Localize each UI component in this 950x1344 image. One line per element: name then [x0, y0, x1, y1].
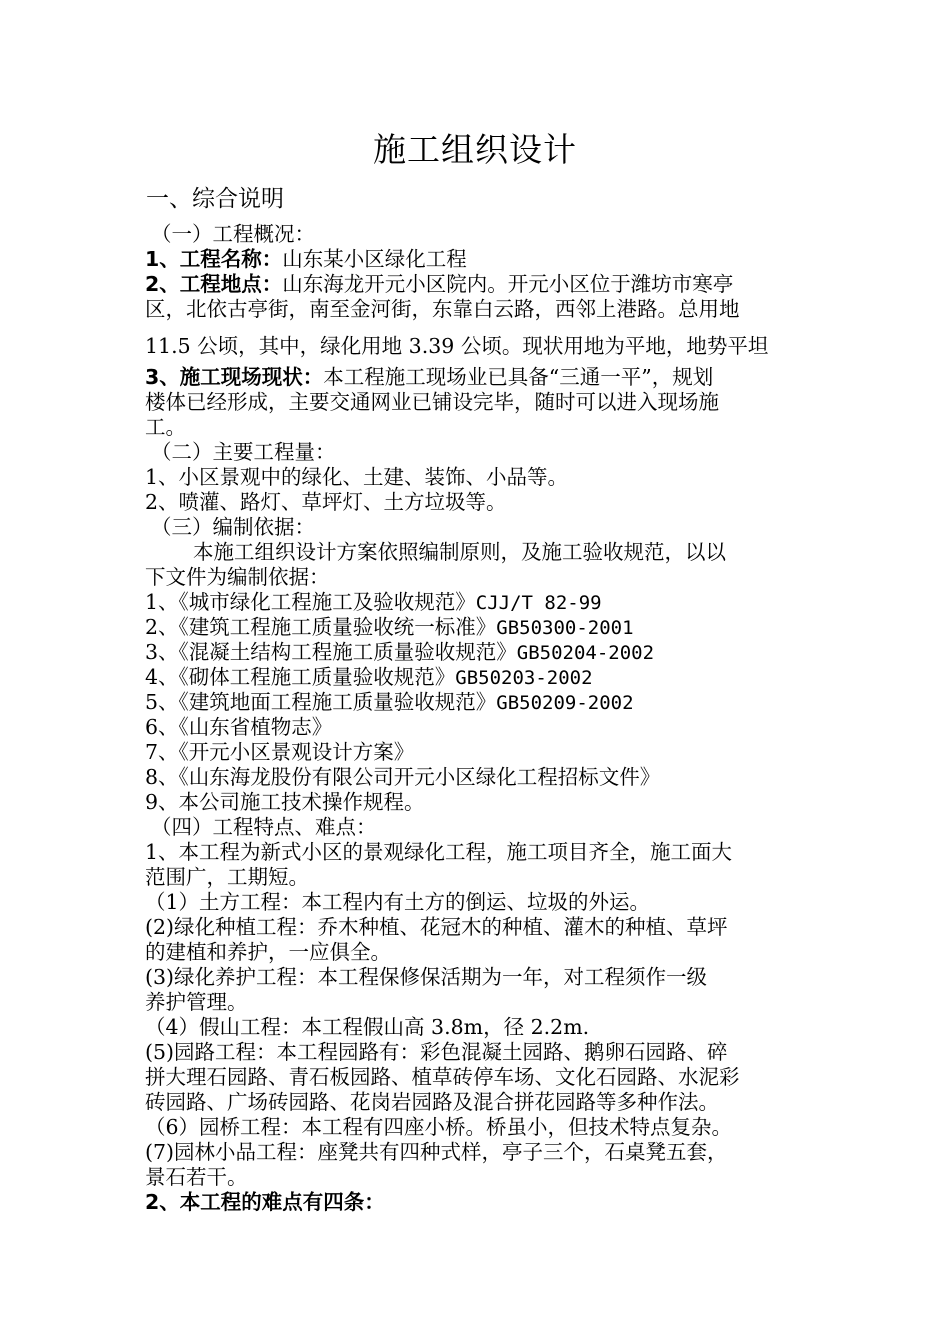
- reference-number: 1、: [145, 590, 179, 614]
- reference-title: 《建筑地面工程施工质量验收规范》: [178, 690, 497, 714]
- list-item: 2、喷灌、路灯、草坪灯、土方垃圾等。: [145, 490, 507, 514]
- feature-item: （6）园桥工程：本工程有四座小桥。桥虽小，但技术特点复杂。: [145, 1115, 733, 1139]
- reference-number: 3、: [145, 640, 179, 664]
- paragraph-line: 范围广，工期短。: [145, 865, 309, 889]
- basis-intro: 本施工组织设计方案依照编制原则，及施工验收规范，以以: [193, 540, 726, 564]
- project-location-text: 山东海龙开元小区院内。开元小区位于潍坊市寒亭: [282, 272, 734, 296]
- subheading-features: （四）工程特点、难点：: [151, 815, 377, 839]
- reference-title: 《山东海龙股份有限公司开元小区绿化工程招标文件》: [178, 765, 661, 789]
- reference-item: [145, 590, 815, 615]
- feature-item: 养护管理。: [145, 990, 248, 1014]
- reference-item: [145, 615, 815, 640]
- feature-item: （4）假山工程：本工程假山高 3.8m，径 2.2m.: [145, 1015, 590, 1039]
- site-status-text-line: 楼体已经形成，主要交通网业已铺设完毕，随时可以进入现场施: [145, 390, 719, 414]
- reference-number: 8、: [145, 765, 179, 789]
- reference-number: 2、: [145, 615, 179, 639]
- reference-number: 5、: [145, 690, 179, 714]
- subheading-basis: （三）编制依据：: [151, 515, 315, 539]
- reference-item: [145, 715, 815, 740]
- reference-code: CJJ/T 82-99: [475, 592, 602, 614]
- reference-item: [145, 690, 815, 715]
- project-name-line: [145, 247, 815, 272]
- project-name-value: 山东某小区绿化工程: [282, 247, 467, 271]
- feature-item: (5)园路工程：本工程园路有：彩色混凝土园路、鹅卵石园路、碎: [145, 1040, 728, 1064]
- feature-item: （1）土方工程：本工程内有土方的倒运、垃圾的外运。: [145, 890, 651, 914]
- reference-number: 6、: [145, 715, 179, 739]
- list-item: 1、小区景观中的绿化、土建、装饰、小品等。: [145, 465, 569, 489]
- reference-title: 《开元小区景观设计方案》: [178, 740, 415, 764]
- reference-code: GB50204-2002: [516, 642, 655, 664]
- reference-item: [145, 790, 815, 815]
- feature-item: 景石若干。: [145, 1165, 248, 1189]
- basis-intro: 下文件为编制依据：: [145, 565, 330, 589]
- location-text-line: 11.5 公顷，其中，绿化用地 3.39 公顷。现状用地为平地，地势平坦: [145, 334, 769, 358]
- reference-code: GB50209-2002: [496, 692, 634, 714]
- feature-item: (3)绿化养护工程：本工程保修保活期为一年，对工程须作一级: [145, 965, 708, 989]
- location-text-line: 区，北依古亭街，南至金河街，东靠白云路，西邻上港路。总用地: [145, 297, 740, 321]
- subheading-workload: （二）主要工程量：: [151, 440, 336, 464]
- feature-item: (7)园林小品工程：座凳共有四种式样，亭子三个，石桌凳五套，: [145, 1140, 728, 1164]
- section-heading-general: 一、综合说明: [146, 186, 284, 212]
- feature-item: 的建植和养护，一应俱全。: [145, 940, 391, 964]
- reference-code: GB50300-2001: [496, 617, 634, 639]
- difficulty-heading: 2、本工程的难点有四条：: [145, 1190, 385, 1214]
- feature-item: (2)绿化种植工程：乔木种植、花冠木的种植、灌木的种植、草坪: [145, 915, 728, 939]
- reference-title: 《混凝土结构工程施工质量验收规范》: [178, 640, 517, 664]
- page-title: 施工组织设计: [373, 130, 577, 169]
- site-status-text: 本工程施工现场业已具备“三通一平”，规划: [323, 365, 714, 389]
- paragraph-line: 1、本工程为新式小区的景观绿化工程，施工项目齐全，施工面大: [145, 840, 733, 864]
- reference-title: 《建筑工程施工质量验收统一标准》: [178, 615, 497, 639]
- project-name-label: 1、工程名称：: [145, 247, 283, 271]
- reference-item: [145, 640, 815, 665]
- subheading-overview: （一）工程概况：: [151, 222, 315, 246]
- document-body: [145, 222, 815, 1215]
- reference-list: [145, 590, 815, 815]
- reference-title: 本公司施工技术操作规程。: [178, 790, 425, 814]
- reference-number: 4、: [145, 665, 179, 689]
- reference-item: [145, 665, 815, 690]
- reference-code: GB50203-2002: [455, 667, 593, 689]
- reference-title: 《山东省植物志》: [178, 715, 333, 739]
- feature-item: 砖园路、广场砖园路、花岗岩园路及混合拼花园路等多种作法。: [145, 1090, 719, 1114]
- project-location-label: 2、工程地点：: [145, 272, 283, 296]
- reference-item: [145, 765, 815, 790]
- reference-title: 《城市绿化工程施工及验收规范》: [178, 590, 476, 614]
- feature-item: 拼大理石园路、青石板园路、植草砖停车场、文化石园路、水泥彩: [145, 1065, 740, 1089]
- reference-number: 7、: [145, 740, 179, 764]
- site-status-label: 3、施工现场现状：: [145, 365, 324, 389]
- reference-number: 9、: [145, 790, 179, 814]
- reference-item: [145, 740, 815, 765]
- reference-title: 《砌体工程施工质量验收规范》: [178, 665, 456, 689]
- site-status-text-line: 工。: [145, 415, 186, 439]
- site-status-line: [145, 365, 815, 390]
- project-location-line: [145, 272, 815, 297]
